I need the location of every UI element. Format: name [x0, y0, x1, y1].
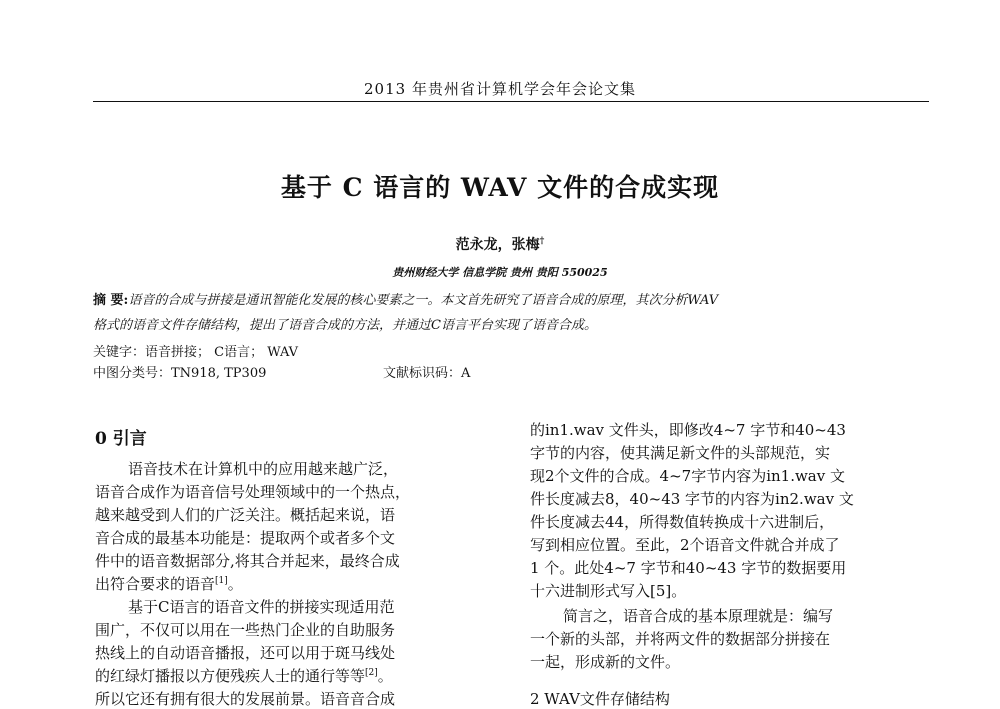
author-mark: †	[539, 236, 545, 247]
body-line: 的in1.wav 文件头，即修改4~7 字节和40~43	[530, 421, 846, 439]
paper-title: 基于 C 语言的 WAV 文件的合成实现	[280, 173, 720, 202]
body-line: 一起，形成新的文件。	[530, 653, 681, 671]
body-line: 字节的内容，使其满足新文件的头部规范，实	[530, 444, 831, 462]
body-line: 一个新的头部，并将两文件的数据部分拼接在	[530, 630, 831, 648]
abstract-line-2: 格式的语音文件存储结构，提出了语音合成的方法，并通过C语言平台实现了语音合成。	[93, 318, 597, 333]
header-rule	[93, 101, 929, 102]
body-line: 语音技术在计算机中的应用越来越广泛，	[128, 460, 399, 478]
body-line-with-ref	[95, 665, 393, 686]
body-line: 所以它还有拥有很大的发展前景。语音音合成	[95, 690, 396, 708]
body-line: 1 个。此处4~7 字节和40~43 字节的数据要用	[530, 559, 847, 577]
doc-code-line	[383, 362, 470, 381]
keywords-line	[93, 341, 298, 360]
body-text: 。	[377, 667, 393, 685]
body-line: 简言之，语音合成的基本原理就是：编写	[563, 607, 834, 625]
body-line: 件长度减去44，所得数值转换成十六进制后，	[530, 513, 835, 531]
section-heading-wav-structure: 2 WAV文件存储结构	[530, 690, 670, 708]
body-text: 。	[227, 575, 243, 593]
body-line: 越来越受到人们的广泛关注。概括起来说，语	[95, 506, 396, 524]
body-line: 音合成的最基本功能是：提取两个或者多个文	[95, 529, 396, 547]
classification-line	[93, 362, 266, 381]
keywords-label: 关键字：	[93, 345, 146, 360]
body-text: 的红绿灯播报以方便残疾人士的通行等等	[95, 667, 366, 685]
citation-ref: [2]	[365, 668, 378, 678]
doc-code-value: A	[461, 366, 471, 381]
body-line: 热线上的自动语音播报，还可以用于斑马线处	[95, 644, 396, 662]
body-line: 十六进制形式写入[5]。	[530, 582, 687, 600]
author-affiliation: 贵州财经大学 信息学院 贵州 贵阳 550025	[392, 266, 608, 279]
body-line-with-ref	[95, 573, 243, 594]
abstract-line-1	[93, 289, 718, 308]
body-line: 基于C语言的语音文件的拼接实现适用范	[128, 598, 395, 616]
proceedings-header: 2013 年贵州省计算机学会年会论文集	[364, 80, 636, 98]
body-line: 件中的语音数据部分,将其合并起来，最终合成	[95, 552, 400, 570]
body-text: 出符合要求的语音	[95, 575, 216, 593]
body-line: 语音合成作为语音信号处理领域中的一个热点，	[95, 483, 411, 501]
body-line: 围广，不仅可以用在一些热门企业的自助服务	[95, 621, 396, 639]
author-names: 范永龙，张梅	[455, 237, 540, 253]
section-heading-intro: 0 引言	[95, 429, 147, 449]
classification-label: 中图分类号：	[93, 366, 172, 381]
body-line: 现2个文件的合成。4~7字节内容为in1.wav 文	[530, 467, 845, 485]
classification-value: TN918, TP309	[171, 366, 267, 381]
abstract-label: 摘 要:	[93, 293, 129, 308]
keywords-items: 语音拼接； C语言； WAV	[145, 345, 299, 360]
citation-ref: [1]	[215, 576, 228, 586]
body-line: 件长度减去8，40~43 字节的内容为in2.wav 文	[530, 490, 854, 508]
doc-code-label: 文献标识码：	[383, 366, 462, 381]
abstract-text-1: 语音的合成与拼接是通讯智能化发展的核心要素之一。本文首先研究了语音合成的原理，其次分析WAV	[128, 293, 719, 308]
body-line: 写到相应位置。至此，2个语音文件就合并成了	[530, 536, 840, 554]
paper-authors	[0, 234, 1000, 254]
